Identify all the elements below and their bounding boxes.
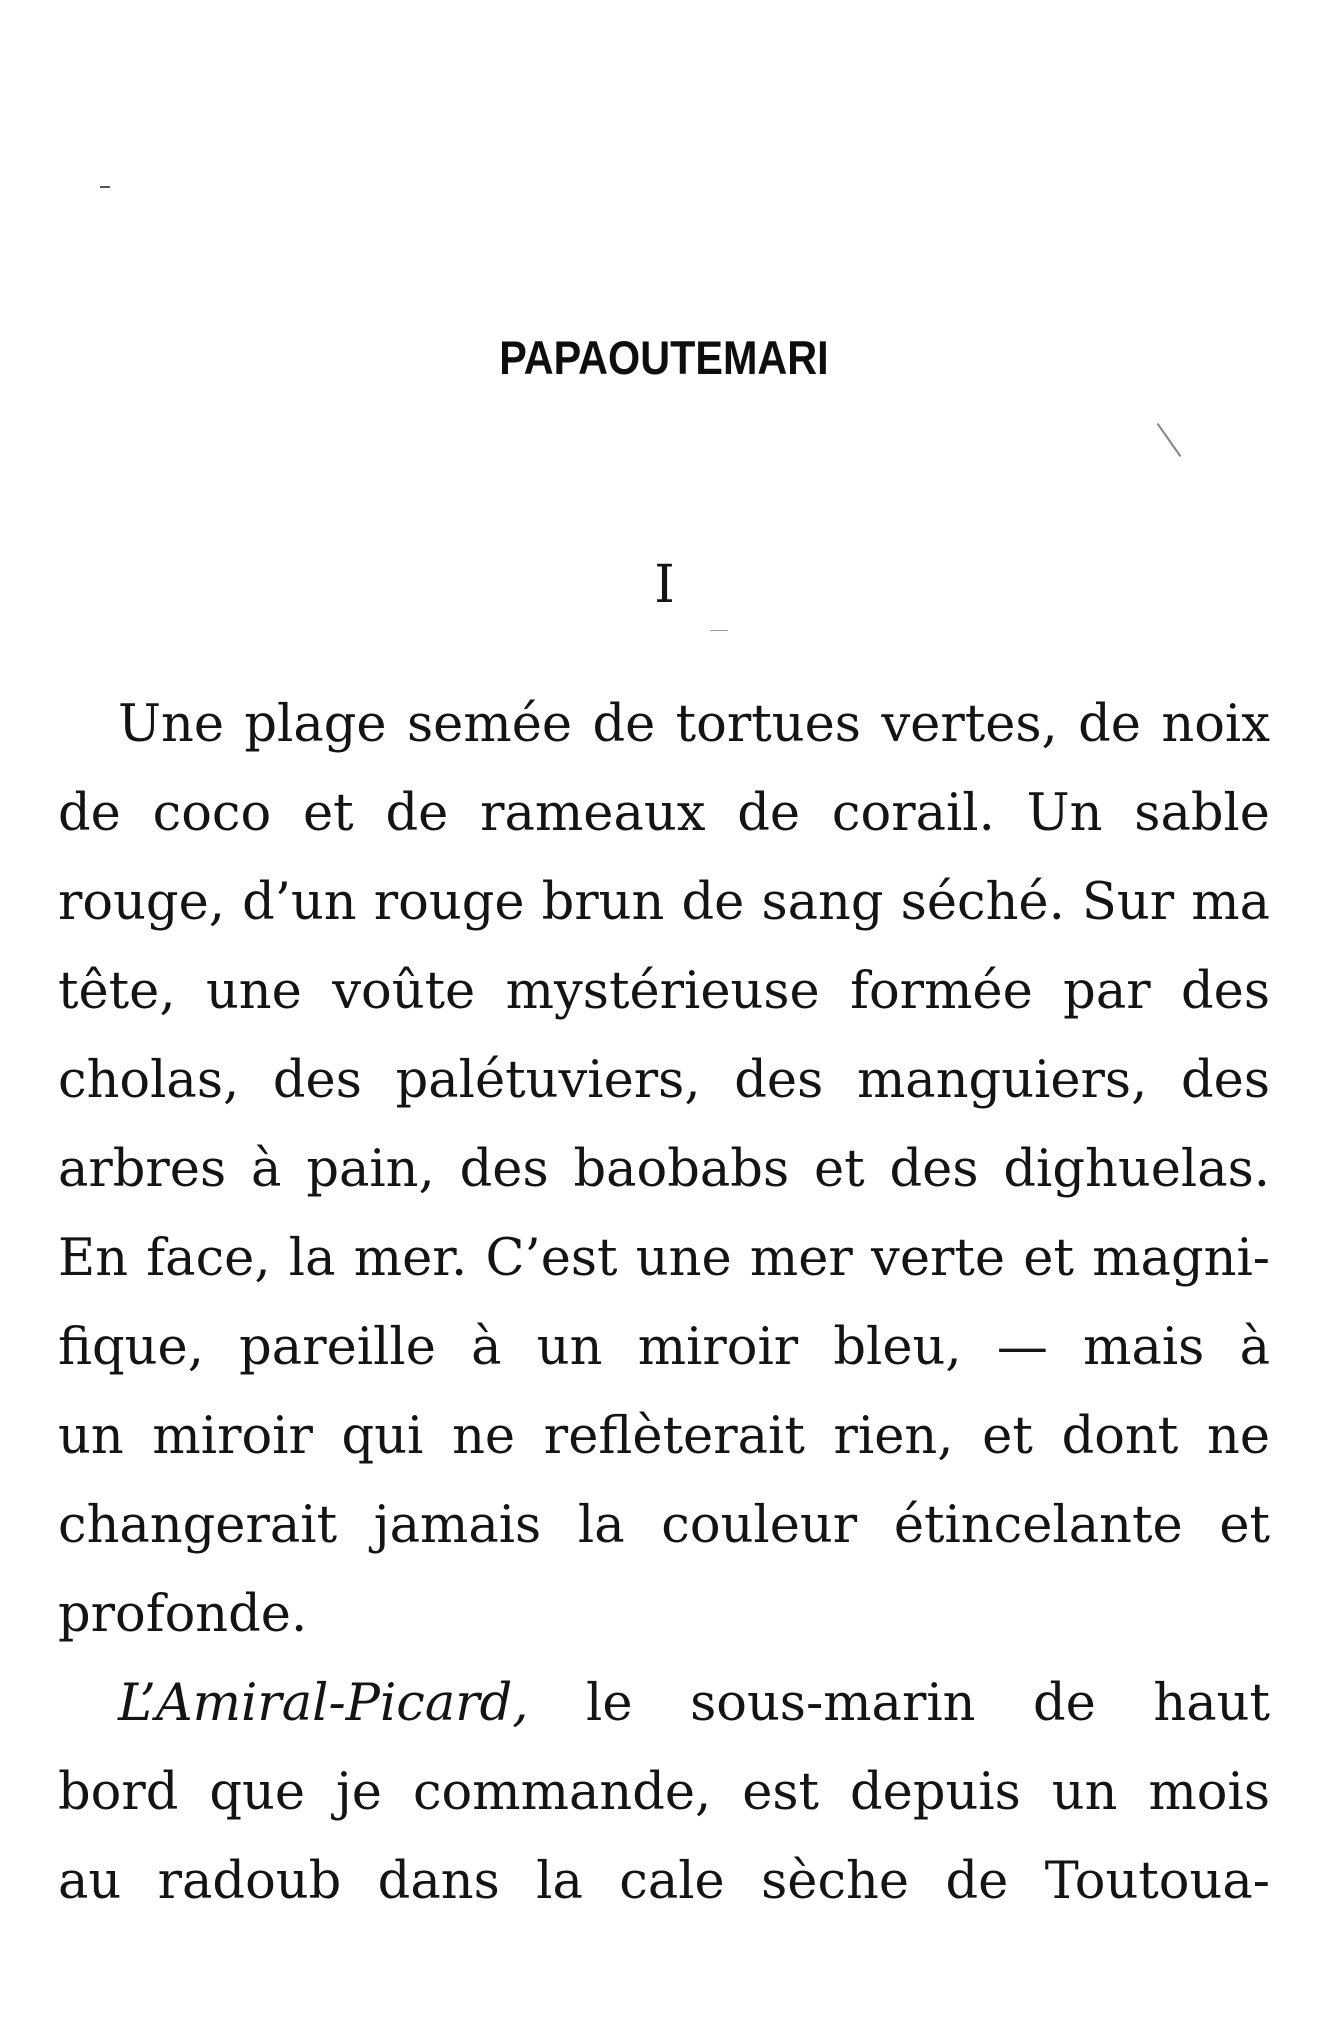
text-line: fique, pareille à un miroir bleu, — mais à <box>58 1318 1270 1377</box>
text-line <box>58 1659 1270 1748</box>
chapter-number: I <box>654 555 675 615</box>
text-line: profonde. <box>58 1585 308 1644</box>
ship-name: L’Amiral-Picard, <box>118 1674 529 1733</box>
paragraph-2 <box>58 1659 1270 1926</box>
text-line: En face, la mer. C’est une mer verte et magni- <box>58 1229 1270 1288</box>
text-line: au radoub dans la cale sèche de Toutoua- <box>58 1852 1270 1911</box>
scan-speck <box>1157 423 1182 457</box>
scan-speck <box>710 630 728 631</box>
text-line: rouge, d’un rouge brun de sang séché. Sur ma <box>58 873 1270 932</box>
text-line: un miroir qui ne reflèterait rien, et dont ne <box>58 1407 1270 1466</box>
body-text <box>58 680 1270 1926</box>
text-line: changerait jamais la couleur étincelante et <box>58 1496 1270 1555</box>
text-line: cholas, des palétuviers, des manguiers, des <box>58 1051 1270 1110</box>
text-line: de coco et de rameaux de corail. Un sable <box>58 784 1270 843</box>
text-fragment: le sous-marin de haut <box>528 1674 1270 1733</box>
story-title: PAPAOUTEMARI <box>499 331 829 384</box>
text-line: tête, une voûte mystérieuse formée par des <box>58 962 1270 1021</box>
text-line: arbres à pain, des baobabs et des dighuelas. <box>58 1140 1270 1199</box>
text-line: bord que je commande, est depuis un mois <box>58 1763 1270 1822</box>
paragraph-1 <box>58 680 1270 1659</box>
scan-speck <box>100 186 110 188</box>
text-line: Une plage semée de tortues vertes, de noix <box>118 695 1270 754</box>
